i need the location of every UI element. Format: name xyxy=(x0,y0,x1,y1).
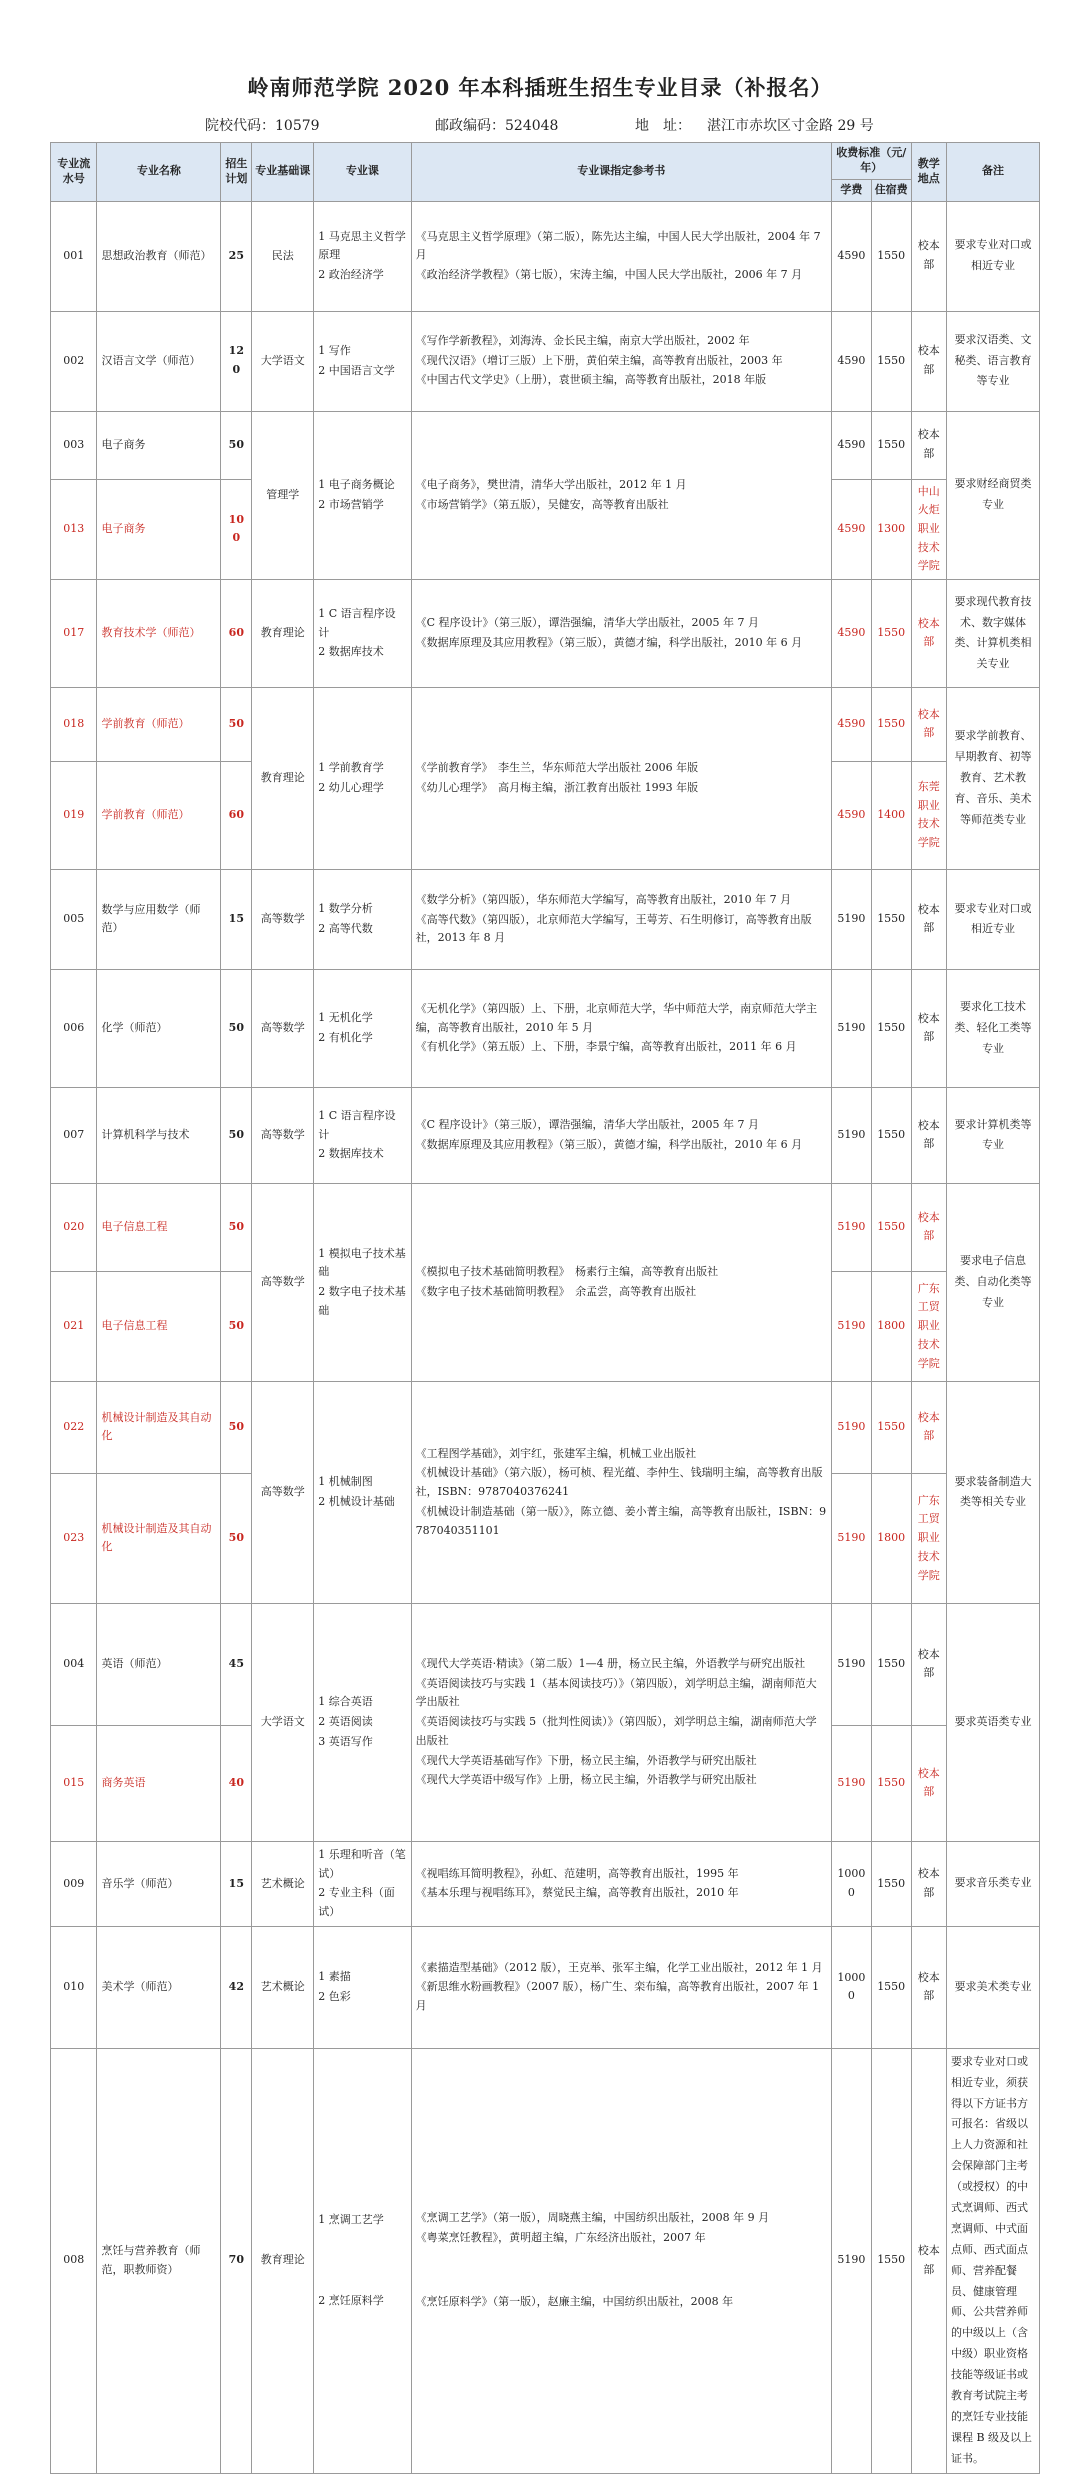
major-table xyxy=(50,142,1040,2474)
course-item: 1 模拟电子技术基础 xyxy=(318,1246,406,1279)
header-remark: 备注 xyxy=(946,143,1039,202)
table-row xyxy=(51,687,1040,761)
course-cell xyxy=(314,1603,411,1841)
book-item: 《现代大学英语基础写作》下册，杨立民主编，外语教学与研究出版社 xyxy=(415,1753,757,1767)
site-cell: 广东工贸职业技术学院 xyxy=(911,1271,946,1381)
serial-cell: 018 xyxy=(51,687,97,761)
serial-cell: 006 xyxy=(51,969,97,1087)
book-item: 《英语阅读技巧与实践 5（批判性阅读）》（第四版），刘学明总主编，湖南师范大学出版社 xyxy=(415,1715,817,1747)
book-item: 《无机化学》（第四版）上、下册，北京师范大学，华中师范大学，南京师范大学主编，高等教育出版社，2010 年 5 月 xyxy=(415,1001,818,1034)
dorm-cell: 1550 xyxy=(871,201,911,311)
book-item: 《数据库原理及其应用教程》（第三版），黄德才编，科学出版社，2010 年 6 月 xyxy=(415,635,803,649)
header-plan: 招生计划 xyxy=(221,143,252,202)
books-cell xyxy=(411,1841,831,1926)
major-name-cell: 计算机科学与技术 xyxy=(97,1087,221,1183)
course-cell xyxy=(314,687,411,869)
dorm-cell: 1550 xyxy=(871,411,911,479)
table-row xyxy=(51,1841,1040,1926)
tuition-cell: 4590 xyxy=(831,687,871,761)
site-cell: 校本部 xyxy=(911,1381,946,1473)
base-course-cell: 艺术概论 xyxy=(252,1841,314,1926)
site-cell: 东莞职业技术学院 xyxy=(911,761,946,869)
course-item: 1 电子商务概论 xyxy=(318,478,395,492)
site-cell: 中山火炬职业技术学院 xyxy=(911,479,946,579)
tuition-cell: 5190 xyxy=(831,2048,871,2473)
book-item: 《机械设计制造基础（第一版）》，陈立德、姜小菁主编，高等教育出版社，ISBN：9787040351101 xyxy=(415,1504,827,1537)
serial-cell: 004 xyxy=(51,1603,97,1725)
dorm-cell: 1300 xyxy=(871,479,911,579)
remark-cell: 要求学前教育、早期教育、初等教育、艺术教育、音乐、美术等师范类专业 xyxy=(946,687,1039,869)
plan-cell: 25 xyxy=(221,201,252,311)
site-cell: 校本部 xyxy=(911,1841,946,1926)
site-cell: 校本部 xyxy=(911,1603,946,1725)
remark-cell: 要求专业对口或相近专业，须获得以下方证书方可报名：省级以上人力资源和社会保障部门主考（或授权）的中式烹调师、西式烹调师、中式面点师、西式面点师、营养配餐员、健康管理师、公共营养师的中级以上（含中级）职业资格技能等级证书或教育考试院主考的烹饪专业技能课程 B 级及以上证书。 xyxy=(946,2048,1039,2473)
course-cell xyxy=(314,579,411,687)
remark-cell: 要求英语类专业 xyxy=(946,1603,1039,1841)
course-cell xyxy=(314,201,411,311)
dorm-cell: 1550 xyxy=(871,869,911,969)
remark-cell: 要求化工技术类、轻化工类等专业 xyxy=(946,969,1039,1087)
site-cell: 校本部 xyxy=(911,1087,946,1183)
postal-code: 邮政编码：524048 xyxy=(435,118,559,134)
serial-cell: 017 xyxy=(51,579,97,687)
course-cell xyxy=(314,1841,411,1926)
plan-cell: 60 xyxy=(221,761,252,869)
course-cell xyxy=(314,969,411,1087)
header-fee: 收费标准（元/年） xyxy=(831,143,911,180)
book-item: 《模拟电子技术基础简明教程》 杨素行主编，高等教育出版社 xyxy=(415,1265,719,1279)
course-item: 1 素描 xyxy=(318,1970,351,1984)
base-course-cell: 大学语文 xyxy=(252,311,314,411)
major-name-cell: 机械设计制造及其自动化 xyxy=(97,1381,221,1473)
plan-cell: 15 xyxy=(221,869,252,969)
course-item: 1 C 语言程序设计 xyxy=(318,1108,396,1141)
serial-cell: 007 xyxy=(51,1087,97,1183)
tuition-cell: 5190 xyxy=(831,1271,871,1381)
major-name-cell: 商务英语 xyxy=(97,1725,221,1841)
tuition-cell: 4590 xyxy=(831,201,871,311)
table-row xyxy=(51,1603,1040,1725)
tuition-cell: 5190 xyxy=(831,1183,871,1271)
plan-cell: 50 xyxy=(221,411,252,479)
plan-cell: 50 xyxy=(221,1183,252,1271)
course-item: 1 学前教育学 xyxy=(318,761,384,775)
course-item: 3 英语写作 xyxy=(318,1734,373,1748)
serial-cell: 023 xyxy=(51,1473,97,1603)
dorm-cell: 1550 xyxy=(871,969,911,1087)
course-item: 2 幼儿心理学 xyxy=(318,780,384,794)
site-cell: 校本部 xyxy=(911,969,946,1087)
major-name-cell: 烹饪与营养教育（师范，职教师资） xyxy=(97,2048,221,2473)
book-item: 《烹调工艺学》（第一版），周晓燕主编，中国纺织出版社，2008 年 9 月 xyxy=(415,2211,770,2225)
serial-cell: 019 xyxy=(51,761,97,869)
course-item: 2 色彩 xyxy=(318,1989,351,2003)
course-item: 2 有机化学 xyxy=(318,1030,373,1044)
dorm-cell: 1550 xyxy=(871,1725,911,1841)
major-name-cell: 电子商务 xyxy=(97,411,221,479)
tuition-cell: 10000 xyxy=(831,1926,871,2048)
plan-cell: 50 xyxy=(221,1381,252,1473)
book-item: 《数学分析》（第四版），华东师范大学编写，高等教育出版社，2010 年 7 月 xyxy=(415,892,792,906)
site-cell: 校本部 xyxy=(911,201,946,311)
table-row xyxy=(51,969,1040,1087)
dorm-cell: 1550 xyxy=(871,1841,911,1926)
base-course-cell: 高等数学 xyxy=(252,1087,314,1183)
page-title: 岭南师范学院 2020 年本科插班生招生专业目录（补报名） xyxy=(247,75,833,100)
site-cell: 校本部 xyxy=(911,1926,946,2048)
table-row xyxy=(51,311,1040,411)
books-cell xyxy=(411,1926,831,2048)
course-cell xyxy=(314,869,411,969)
tuition-cell: 5190 xyxy=(831,1087,871,1183)
course-cell xyxy=(314,1087,411,1183)
book-item: 《素描造型基础》（2012 版），王克举、张军主编，化学工业出版社，2012 年 1 月 xyxy=(415,1960,823,1974)
course-cell xyxy=(314,411,411,579)
book-item: 《数字电子技术基础简明教程》 余孟尝，高等教育出版社 xyxy=(415,1284,697,1298)
dorm-cell: 1550 xyxy=(871,579,911,687)
address-value: 湛江市赤坎区寸金路 29 号 xyxy=(707,118,874,134)
site-cell: 广东工贸职业技术学院 xyxy=(911,1473,946,1603)
table-row xyxy=(51,411,1040,479)
base-course-cell: 高等数学 xyxy=(252,1381,314,1603)
book-item: 《电子商务》，樊世清，清华大学出版社，2012 年 1 月 xyxy=(415,478,687,492)
plan-cell: 45 xyxy=(221,1603,252,1725)
header-name: 专业名称 xyxy=(97,143,221,202)
course-item: 2 英语阅读 xyxy=(318,1715,373,1729)
site-cell: 校本部 xyxy=(911,311,946,411)
header-dorm: 住宿费 xyxy=(871,179,911,201)
course-item: 1 机械制图 xyxy=(318,1475,373,1489)
course-item: 2 数据库技术 xyxy=(318,1147,384,1161)
site-cell: 校本部 xyxy=(911,579,946,687)
book-item: 《马克思主义哲学原理》（第二版），陈先达主编，中国人民大学出版社，2004 年 7 月 xyxy=(415,229,821,262)
books-cell xyxy=(411,1183,831,1381)
serial-cell: 008 xyxy=(51,2048,97,2473)
header-serial: 专业流水号 xyxy=(51,143,97,202)
site-cell: 校本部 xyxy=(911,1725,946,1841)
dorm-cell: 1550 xyxy=(871,1603,911,1725)
tuition-cell: 5190 xyxy=(831,1725,871,1841)
major-name-cell: 美术学（师范） xyxy=(97,1926,221,2048)
major-name-cell: 教育技术学（师范） xyxy=(97,579,221,687)
school-code: 院校代码：10579 xyxy=(205,118,320,134)
book-item: 《市场营销学》（第五版），吴健安，高等教育出版社 xyxy=(415,497,669,511)
remark-cell: 要求现代教育技术、数字媒体类、计算机类相关专业 xyxy=(946,579,1039,687)
dorm-cell: 1400 xyxy=(871,761,911,869)
course-item: 2 数据库技术 xyxy=(318,645,384,659)
header-base: 专业基础课 xyxy=(252,143,314,202)
base-course-cell: 艺术概论 xyxy=(252,1926,314,2048)
remark-cell: 要求财经商贸类专业 xyxy=(946,411,1039,579)
books-cell xyxy=(411,687,831,869)
base-course-cell: 教育理论 xyxy=(252,579,314,687)
remark-cell: 要求音乐类专业 xyxy=(946,1841,1039,1926)
book-item: 《机械设计基础》（第六版），杨可桢、程光蕴、李仲生、钱瑞明主编，高等教育出版社，ISBN：9787040376241 xyxy=(415,1466,823,1499)
major-name-cell: 英语（师范） xyxy=(97,1603,221,1725)
major-name-cell: 电子信息工程 xyxy=(97,1183,221,1271)
tuition-cell: 5190 xyxy=(831,1603,871,1725)
book-item: 《新思维水粉画教程》（2007 版），杨广生、栾布编，高等教育出版社，2007 年 1 月 xyxy=(415,1980,820,2013)
major-name-cell: 学前教育（师范） xyxy=(97,761,221,869)
course-item: 2 中国语言文学 xyxy=(318,363,395,377)
course-item: 2 市场营销学 xyxy=(318,497,384,511)
plan-cell: 50 xyxy=(221,1087,252,1183)
book-item: 《工程图学基础》，刘宇红，张建军主编，机械工业出版社 xyxy=(415,1446,697,1460)
serial-cell: 003 xyxy=(51,411,97,479)
tuition-cell: 4590 xyxy=(831,761,871,869)
books-cell xyxy=(411,1087,831,1183)
book-item: 《基本乐理与视唱练耳》，蔡觉民主编，高等教育出版社，2010 年 xyxy=(415,1886,739,1900)
book-item: 《有机化学》（第五版）上、下册，李景宁编，高等教育出版社，2011 年 6 月 xyxy=(415,1040,797,1054)
remark-cell: 要求专业对口或相近专业 xyxy=(946,201,1039,311)
major-name-cell: 汉语言文学（师范） xyxy=(97,311,221,411)
table-row xyxy=(51,2048,1040,2473)
book-item: 《现代汉语》（增订三版）上下册，黄伯荣主编，高等教育出版社，2003 年 xyxy=(415,353,783,367)
plan-cell: 70 xyxy=(221,2048,252,2473)
dorm-cell: 1550 xyxy=(871,1381,911,1473)
serial-cell: 022 xyxy=(51,1381,97,1473)
dorm-cell: 1550 xyxy=(871,687,911,761)
major-name-cell: 思想政治教育（师范） xyxy=(97,201,221,311)
site-cell: 校本部 xyxy=(911,869,946,969)
book-item: 《高等代数》（第四版），北京师范大学编写，王萼芳、石生明修订，高等教育出版社，2013 年 8 月 xyxy=(415,912,812,945)
base-course-cell: 教育理论 xyxy=(252,2048,314,2473)
remark-cell: 要求美术类专业 xyxy=(946,1926,1039,2048)
book-item: 《粤菜烹饪教程》，黄明超主编，广东经济出版社，2007 年 xyxy=(415,2230,706,2244)
course-item: 2 机械设计基础 xyxy=(318,1494,395,1508)
plan-cell: 40 xyxy=(221,1725,252,1841)
book-item: 《政治经济学教程》（第七版），宋涛主编，中国人民大学出版社，2006 年 7 月 xyxy=(415,267,803,281)
course-cell xyxy=(314,311,411,411)
serial-cell: 002 xyxy=(51,311,97,411)
course-cell xyxy=(314,1183,411,1381)
dorm-cell: 1800 xyxy=(871,1473,911,1603)
book-item: 《幼儿心理学》 高月梅主编，浙江教育出版社 1993 年版 xyxy=(415,780,699,794)
book-item: 《烹饪原料学》（第一版），赵廉主编，中国纺织出版社，2008 年 xyxy=(415,2295,734,2309)
course-item: 1 烹调工艺学 xyxy=(318,2212,384,2226)
serial-cell: 005 xyxy=(51,869,97,969)
course-cell xyxy=(314,2048,411,2473)
school-info xyxy=(205,115,1025,135)
site-cell: 校本部 xyxy=(911,1183,946,1271)
book-item: 《数据库原理及其应用教程》（第三版），黄德才编，科学出版社，2010 年 6 月 xyxy=(415,1137,803,1151)
dorm-cell: 1550 xyxy=(871,1183,911,1271)
table-row xyxy=(51,201,1040,311)
serial-cell: 013 xyxy=(51,479,97,579)
dorm-cell: 1550 xyxy=(871,311,911,411)
course-item: 2 政治经济学 xyxy=(318,267,384,281)
tuition-cell: 5190 xyxy=(831,1473,871,1603)
course-cell xyxy=(314,1381,411,1603)
table-row xyxy=(51,869,1040,969)
major-name-cell: 化学（师范） xyxy=(97,969,221,1087)
book-item: 《写作学新教程》，刘海涛、金长民主编，南京大学出版社，2002 年 xyxy=(415,334,750,347)
course-item: 2 高等代数 xyxy=(318,921,373,935)
major-name-cell: 学前教育（师范） xyxy=(97,687,221,761)
major-name-cell: 音乐学（师范） xyxy=(97,1841,221,1926)
table-row xyxy=(51,1926,1040,2048)
book-item: 《英语阅读技巧与实践 1（基本阅读技巧）》（第四版），刘学明总主编，湖南师范大学出版社 xyxy=(415,1676,817,1709)
course-item: 1 综合英语 xyxy=(318,1695,373,1709)
serial-cell: 010 xyxy=(51,1926,97,2048)
base-course-cell: 民法 xyxy=(252,201,314,311)
book-item: 《学前教育学》 李生兰，华东师范大学出版社 2006 年版 xyxy=(415,761,699,775)
remark-cell: 要求装备制造大类等相关专业 xyxy=(946,1381,1039,1603)
remark-cell: 要求汉语类、文秘类、语言教育等专业 xyxy=(946,311,1039,411)
course-cell xyxy=(314,1926,411,2048)
course-item: 2 专业主科（面试） xyxy=(318,1886,395,1919)
book-item: 《C 程序设计》（第三版），谭浩强编，清华大学出版社，2005 年 7 月 xyxy=(415,1118,759,1132)
remark-cell: 要求电子信息类、自动化类等专业 xyxy=(946,1183,1039,1381)
major-name-cell: 数学与应用数学（师范） xyxy=(97,869,221,969)
serial-cell: 021 xyxy=(51,1271,97,1381)
site-cell: 校本部 xyxy=(911,411,946,479)
major-name-cell: 电子信息工程 xyxy=(97,1271,221,1381)
course-item: 2 烹饪原料学 xyxy=(318,2293,384,2307)
tuition-cell: 5190 xyxy=(831,869,871,969)
serial-cell: 001 xyxy=(51,201,97,311)
plan-cell: 100 xyxy=(221,479,252,579)
books-cell xyxy=(411,2048,831,2473)
address-label: 地 址： xyxy=(635,118,691,134)
tuition-cell: 5190 xyxy=(831,969,871,1087)
book-item: 《现代大学英语·精读》（第二版）1—4 册，杨立民主编，外语教学与研究出版社 xyxy=(415,1657,806,1671)
table-row xyxy=(51,1183,1040,1271)
plan-cell: 50 xyxy=(221,687,252,761)
dorm-cell: 1550 xyxy=(871,2048,911,2473)
course-item: 1 写作 xyxy=(318,343,351,357)
course-item: 1 数学分析 xyxy=(318,902,373,916)
base-course-cell: 管理学 xyxy=(252,411,314,579)
plan-cell: 15 xyxy=(221,1841,252,1926)
table-row xyxy=(51,1381,1040,1473)
base-course-cell: 大学语文 xyxy=(252,1603,314,1841)
header-tuition: 学费 xyxy=(831,179,871,201)
base-course-cell: 教育理论 xyxy=(252,687,314,869)
plan-cell: 50 xyxy=(221,1473,252,1603)
books-cell xyxy=(411,579,831,687)
serial-cell: 015 xyxy=(51,1725,97,1841)
dorm-cell: 1800 xyxy=(871,1271,911,1381)
serial-cell: 020 xyxy=(51,1183,97,1271)
books-cell xyxy=(411,411,831,579)
book-item: 《中国古代文学史》（上册），袁世硕主编，高等教育出版社，2018 年版 xyxy=(415,373,767,387)
tuition-cell: 5190 xyxy=(831,1381,871,1473)
base-course-cell: 高等数学 xyxy=(252,969,314,1087)
site-cell: 校本部 xyxy=(911,687,946,761)
dorm-cell: 1550 xyxy=(871,1926,911,2048)
table-row xyxy=(51,579,1040,687)
tuition-cell: 4590 xyxy=(831,411,871,479)
course-item: 1 马克思主义哲学原理 xyxy=(318,229,406,262)
base-course-cell: 高等数学 xyxy=(252,869,314,969)
header-site: 教学地点 xyxy=(911,143,946,202)
remark-cell: 要求专业对口或相近专业 xyxy=(946,869,1039,969)
plan-cell: 120 xyxy=(221,311,252,411)
table-row xyxy=(51,1087,1040,1183)
books-cell xyxy=(411,1603,831,1841)
book-item: 《现代大学英语中级写作》上册，杨立民主编，外语教学与研究出版社 xyxy=(415,1773,757,1787)
plan-cell: 50 xyxy=(221,1271,252,1381)
serial-cell: 009 xyxy=(51,1841,97,1926)
book-item: 《视唱练耳简明教程》，孙虹、范建明，高等教育出版社，1995 年 xyxy=(415,1866,739,1880)
tuition-cell: 10000 xyxy=(831,1841,871,1926)
course-item: 2 数字电子技术基础 xyxy=(318,1284,406,1317)
site-cell: 校本部 xyxy=(911,2048,946,2473)
tuition-cell: 4590 xyxy=(831,579,871,687)
base-course-cell: 高等数学 xyxy=(252,1183,314,1381)
major-name-cell: 电子商务 xyxy=(97,479,221,579)
course-item: 1 乐理和听音（笔试） xyxy=(318,1847,406,1880)
plan-cell: 60 xyxy=(221,579,252,687)
course-item: 1 C 语言程序设计 xyxy=(318,606,396,639)
books-cell xyxy=(411,969,831,1087)
tuition-cell: 4590 xyxy=(831,479,871,579)
header-books: 专业课指定参考书 xyxy=(411,143,831,202)
major-name-cell: 机械设计制造及其自动化 xyxy=(97,1473,221,1603)
header-course: 专业课 xyxy=(314,143,411,202)
dorm-cell: 1550 xyxy=(871,1087,911,1183)
books-cell xyxy=(411,311,831,411)
tuition-cell: 4590 xyxy=(831,311,871,411)
remark-cell: 要求计算机类等专业 xyxy=(946,1087,1039,1183)
books-cell xyxy=(411,201,831,311)
course-item: 1 无机化学 xyxy=(318,1011,373,1025)
book-item: 《C 程序设计》（第三版），谭浩强编，清华大学出版社，2005 年 7 月 xyxy=(415,616,759,630)
plan-cell: 42 xyxy=(221,1926,252,2048)
books-cell xyxy=(411,869,831,969)
plan-cell: 50 xyxy=(221,969,252,1087)
books-cell xyxy=(411,1381,831,1603)
